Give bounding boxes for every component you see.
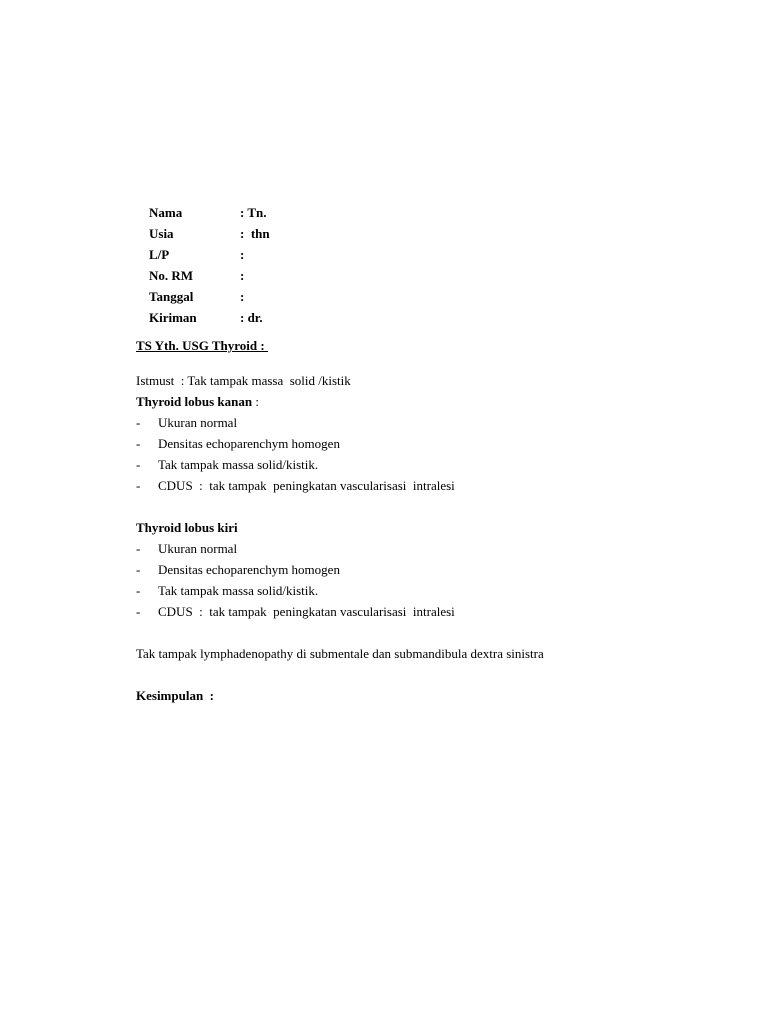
list-item xyxy=(136,562,340,577)
list-item-text: Tak tampak massa solid/kistik. xyxy=(158,457,319,472)
list-item xyxy=(136,583,318,598)
header-value: : xyxy=(240,268,245,283)
bullet-dash: - xyxy=(136,583,141,598)
list-item xyxy=(136,541,237,556)
header-value: : xyxy=(240,247,245,262)
header-label: Kiriman xyxy=(149,310,197,325)
header-label: L/P xyxy=(149,247,170,262)
bullet-dash: - xyxy=(136,541,141,556)
bullet-dash: - xyxy=(136,604,141,619)
report-title: TS Yth. USG Thyroid : xyxy=(136,338,268,353)
list-item-text: Densitas echoparenchym homogen xyxy=(158,562,340,577)
header-row-referrer xyxy=(136,295,263,340)
conclusion-label: Kesimpulan : xyxy=(136,688,215,703)
list-item xyxy=(136,415,237,430)
istmust-line: Istmust : Tak tampak massa solid /kistik xyxy=(136,373,351,388)
list-item-text: Densitas echoparenchym homogen xyxy=(158,436,340,451)
right-lobe-heading-line xyxy=(136,394,259,409)
header-label: Tanggal xyxy=(149,289,194,304)
list-item-text: Tak tampak massa solid/kistik. xyxy=(158,583,319,598)
bullet-dash: - xyxy=(136,562,141,577)
header-value: : Tn. xyxy=(240,205,267,220)
list-item-text: Ukuran normal xyxy=(158,541,238,556)
list-item xyxy=(136,436,340,451)
list-item-text: CDUS : tak tampak peningkatan vascularisasi intralesi xyxy=(158,478,455,493)
bullet-dash: - xyxy=(136,415,141,430)
right-lobe-heading-suffix: : xyxy=(252,394,259,409)
header-label: No. RM xyxy=(149,268,194,283)
header-label: Usia xyxy=(149,226,174,241)
header-value: : thn xyxy=(240,226,270,241)
header-value: : xyxy=(240,289,245,304)
list-item-text: Ukuran normal xyxy=(158,415,238,430)
bullet-dash: - xyxy=(136,436,141,451)
list-item xyxy=(136,604,455,619)
left-lobe-heading: Thyroid lobus kiri xyxy=(136,520,238,535)
right-lobe-heading: Thyroid lobus kanan xyxy=(136,394,253,409)
header-value: : dr. xyxy=(240,310,263,325)
list-item xyxy=(136,457,318,472)
list-item-text: CDUS : tak tampak peningkatan vascularisasi intralesi xyxy=(158,604,455,619)
bullet-dash: - xyxy=(136,478,141,493)
header-label: Nama xyxy=(149,205,183,220)
bullet-dash: - xyxy=(136,457,141,472)
list-item xyxy=(136,478,455,493)
lymph-note: Tak tampak lymphadenopathy di submentale dan submandibula dextra sinistra xyxy=(136,646,544,661)
